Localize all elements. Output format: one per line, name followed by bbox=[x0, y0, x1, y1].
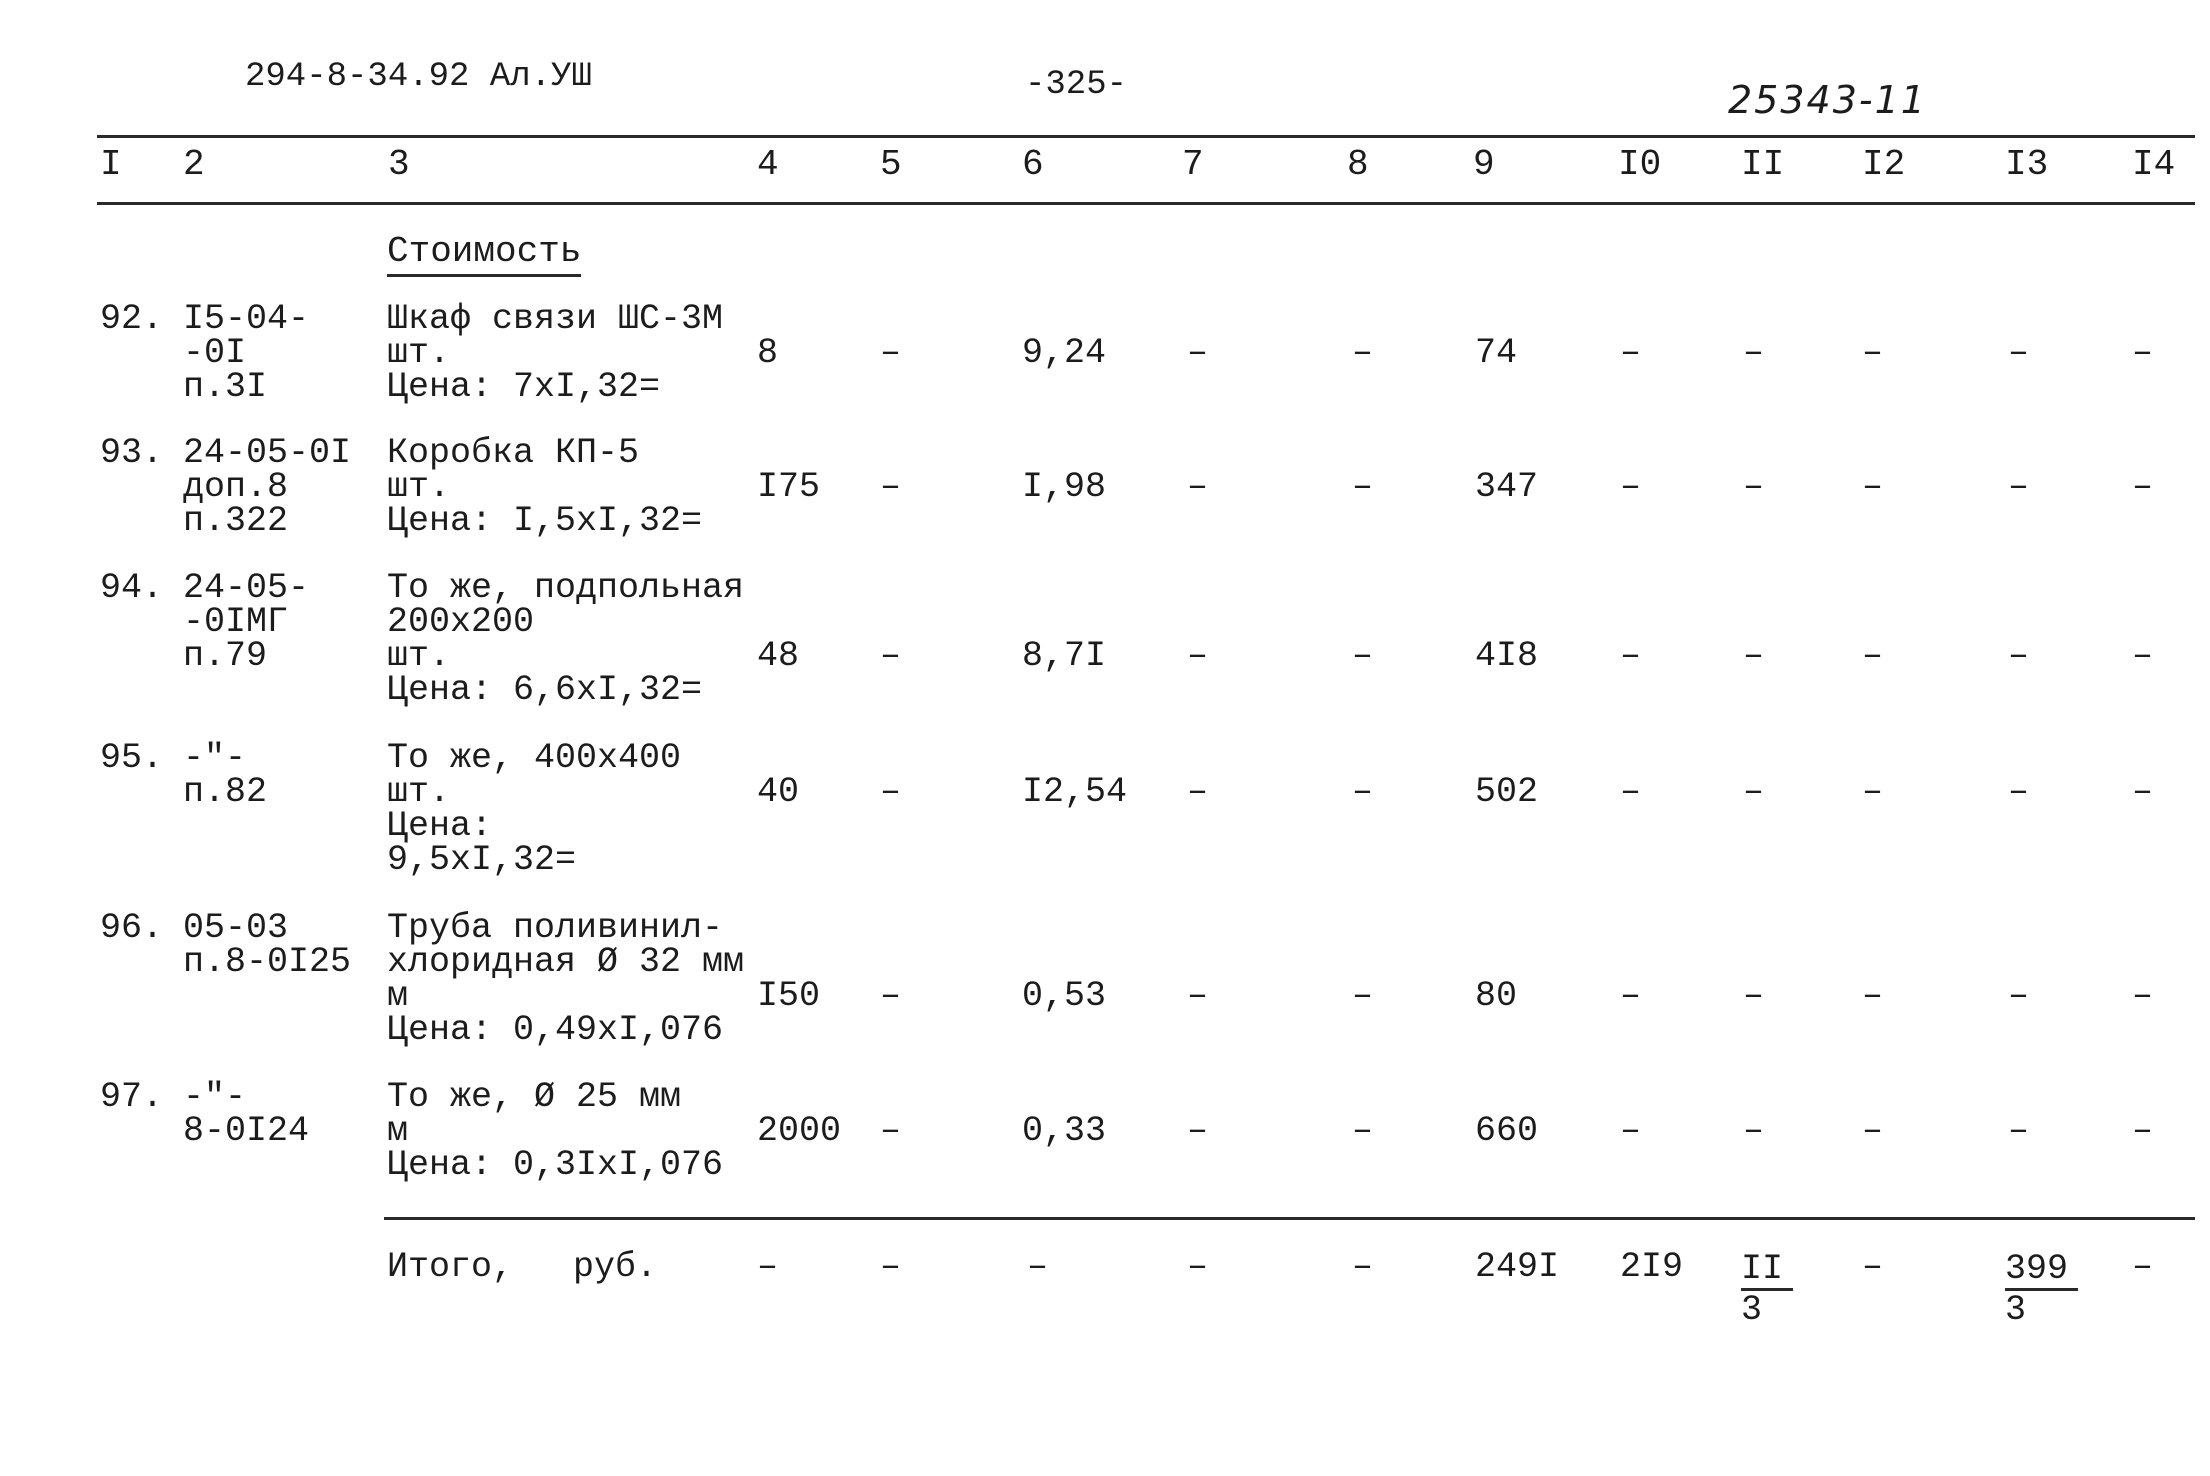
cell-col8: – bbox=[1352, 772, 1374, 812]
description-line: 200х200 bbox=[387, 602, 535, 642]
code-line: -"- bbox=[183, 1077, 247, 1117]
fraction-numerator: II bbox=[1741, 1250, 1793, 1291]
total-col5: – bbox=[880, 1247, 902, 1287]
row-description bbox=[387, 1077, 724, 1185]
row-number: 97. bbox=[100, 1077, 164, 1117]
total-col8: – bbox=[1352, 1247, 1374, 1287]
cell-col10: – bbox=[1620, 772, 1642, 812]
cell-col8: – bbox=[1352, 333, 1374, 373]
total-col9: 249I bbox=[1475, 1247, 1560, 1287]
section-title: Стоимость bbox=[387, 232, 581, 277]
cell-col6: 0,33 bbox=[1022, 1111, 1107, 1151]
description-line: Цена: 7хI,32= bbox=[387, 367, 661, 407]
cell-col7: – bbox=[1187, 333, 1209, 373]
cell-col9: 4I8 bbox=[1475, 636, 1539, 676]
cell-col7: – bbox=[1187, 636, 1209, 676]
total-col7: – bbox=[1187, 1247, 1209, 1287]
description-line: Цена: 6,6хI,32= bbox=[387, 670, 703, 710]
cell-col13: – bbox=[2008, 976, 2030, 1016]
description-line: 9,5хI,32= bbox=[387, 840, 577, 880]
cell-col13: – bbox=[2008, 636, 2030, 676]
description-line: То же, подпольная bbox=[387, 568, 745, 608]
description-line: То же, Ø 25 мм bbox=[387, 1077, 682, 1117]
description-line: шт. bbox=[387, 333, 451, 373]
description-line: Коробка КП-5 bbox=[387, 433, 640, 473]
code-line: 8-0I24 bbox=[183, 1111, 310, 1151]
description-line: м bbox=[387, 1111, 409, 1151]
cell-col6: I,98 bbox=[1022, 467, 1107, 507]
total-col11 bbox=[1741, 1250, 1793, 1329]
cell-col11: – bbox=[1743, 976, 1765, 1016]
row-description bbox=[387, 908, 745, 1050]
column-number-12: I2 bbox=[1862, 144, 1906, 185]
cell-col12: – bbox=[1862, 976, 1884, 1016]
cell-col12: – bbox=[1862, 333, 1884, 373]
cell-col9: 660 bbox=[1475, 1111, 1539, 1151]
cell-col12: – bbox=[1862, 772, 1884, 812]
row-number: 96. bbox=[100, 908, 164, 948]
table-top-rule bbox=[97, 135, 2195, 138]
row-number: 93. bbox=[100, 433, 164, 473]
row-number: 92. bbox=[100, 299, 164, 339]
description-line: Цена: 0,3IхI,076 bbox=[387, 1145, 724, 1185]
column-number-5: 5 bbox=[880, 144, 902, 185]
cell-col4: 48 bbox=[757, 636, 800, 676]
column-number-1: I bbox=[100, 144, 122, 185]
total-col14: – bbox=[2132, 1247, 2154, 1287]
description-line: шт. bbox=[387, 636, 451, 676]
cell-col11: – bbox=[1743, 1111, 1765, 1151]
description-line: м bbox=[387, 976, 409, 1016]
cell-col5: – bbox=[880, 636, 902, 676]
cell-col5: – bbox=[880, 976, 902, 1016]
cell-col11: – bbox=[1743, 333, 1765, 373]
cell-col6: I2,54 bbox=[1022, 772, 1128, 812]
cell-col4: I50 bbox=[757, 976, 821, 1016]
cell-col12: – bbox=[1862, 1111, 1884, 1151]
code-line: п.8-0I25 bbox=[183, 942, 352, 982]
cell-col10: – bbox=[1620, 636, 1642, 676]
cell-col14: – bbox=[2132, 772, 2154, 812]
cell-col10: – bbox=[1620, 976, 1642, 1016]
cell-col4: 40 bbox=[757, 772, 800, 812]
total-col6: – bbox=[1027, 1247, 1049, 1287]
total-col12: – bbox=[1862, 1247, 1884, 1287]
total-col13-fraction bbox=[2005, 1250, 2078, 1329]
code-line: 05-03 bbox=[183, 908, 289, 948]
cell-col7: – bbox=[1187, 1111, 1209, 1151]
description-line: Труба поливинил- bbox=[387, 908, 724, 948]
code-line: -0IМГ bbox=[183, 602, 289, 642]
cell-col6: 0,53 bbox=[1022, 976, 1107, 1016]
cell-col9: 74 bbox=[1475, 333, 1518, 373]
row-code bbox=[183, 908, 352, 982]
description-line: Цена: I,5хI,32= bbox=[387, 501, 703, 541]
row-code bbox=[183, 1077, 310, 1151]
cell-col5: – bbox=[880, 1111, 902, 1151]
code-line: доп.8 bbox=[183, 467, 289, 507]
code-line: -"- bbox=[183, 738, 247, 778]
fraction-denominator: 3 bbox=[1741, 1290, 1763, 1330]
cell-col6: 9,24 bbox=[1022, 333, 1107, 373]
description-line: То же, 400х400 bbox=[387, 738, 682, 778]
cell-col10: – bbox=[1620, 1111, 1642, 1151]
row-number: 94. bbox=[100, 568, 164, 608]
row-description bbox=[387, 433, 703, 541]
cell-col6: 8,7I bbox=[1022, 636, 1107, 676]
cell-col11: – bbox=[1743, 636, 1765, 676]
code-line: -0I bbox=[183, 333, 247, 373]
cell-col7: – bbox=[1187, 976, 1209, 1016]
cell-col10: – bbox=[1620, 333, 1642, 373]
row-number: 95. bbox=[100, 738, 164, 778]
document-code: 294-8-34.92 Ал.УШ bbox=[245, 58, 592, 96]
total-label: Итого, bbox=[387, 1247, 514, 1287]
column-number-14: I4 bbox=[2132, 144, 2176, 185]
column-number-8: 8 bbox=[1347, 144, 1369, 185]
cell-col11: – bbox=[1743, 772, 1765, 812]
cell-col14: – bbox=[2132, 976, 2154, 1016]
code-line: п.322 bbox=[183, 501, 289, 541]
code-line: п.3I bbox=[183, 367, 268, 407]
column-number-10: I0 bbox=[1618, 144, 1662, 185]
total-unit: руб. bbox=[573, 1247, 658, 1287]
total-rule bbox=[384, 1217, 2195, 1220]
column-number-6: 6 bbox=[1022, 144, 1044, 185]
fraction-numerator: 399 bbox=[2005, 1250, 2078, 1291]
cell-col7: – bbox=[1187, 467, 1209, 507]
total-col13 bbox=[2005, 1250, 2078, 1329]
cell-col8: – bbox=[1352, 1111, 1374, 1151]
cell-col8: – bbox=[1352, 467, 1374, 507]
fraction-denominator: 3 bbox=[2005, 1290, 2027, 1330]
cell-col9: 80 bbox=[1475, 976, 1518, 1016]
cell-col8: – bbox=[1352, 636, 1374, 676]
cell-col14: – bbox=[2132, 333, 2154, 373]
page-number: -325- bbox=[1025, 66, 1128, 104]
total-col10: 2I9 bbox=[1620, 1247, 1684, 1287]
cell-col13: – bbox=[2008, 1111, 2030, 1151]
cell-col13: – bbox=[2008, 467, 2030, 507]
cell-col10: – bbox=[1620, 467, 1642, 507]
row-description bbox=[387, 738, 682, 880]
column-number-3: 3 bbox=[388, 144, 410, 185]
cell-col13: – bbox=[2008, 772, 2030, 812]
cell-col9: 347 bbox=[1475, 467, 1539, 507]
code-line: 24-05- bbox=[183, 568, 310, 608]
code-line: 24-05-0I bbox=[183, 433, 352, 473]
cell-col11: – bbox=[1743, 467, 1765, 507]
cell-col14: – bbox=[2132, 467, 2154, 507]
description-line: Шкаф связи ШС-3М bbox=[387, 299, 724, 339]
column-number-11: II bbox=[1741, 144, 1785, 185]
column-number-9: 9 bbox=[1473, 144, 1495, 185]
cell-col4: 2000 bbox=[757, 1111, 842, 1151]
cell-col14: – bbox=[2132, 1111, 2154, 1151]
description-line: Цена: bbox=[387, 806, 493, 846]
table-header-rule bbox=[97, 202, 2195, 205]
cell-col12: – bbox=[1862, 467, 1884, 507]
cell-col5: – bbox=[880, 467, 902, 507]
row-code bbox=[183, 299, 310, 407]
cell-col5: – bbox=[880, 772, 902, 812]
description-line: шт. bbox=[387, 772, 451, 812]
row-code bbox=[183, 568, 310, 676]
description-line: Цена: 0,49хI,076 bbox=[387, 1010, 724, 1050]
cell-col7: – bbox=[1187, 772, 1209, 812]
cell-col8: – bbox=[1352, 976, 1374, 1016]
description-line: хлоридная Ø 32 мм bbox=[387, 942, 745, 982]
code-line: п.79 bbox=[183, 636, 268, 676]
code-line: п.82 bbox=[183, 772, 268, 812]
row-description bbox=[387, 299, 724, 407]
column-number-7: 7 bbox=[1182, 144, 1204, 185]
cell-col12: – bbox=[1862, 636, 1884, 676]
row-code bbox=[183, 433, 352, 541]
total-col4: – bbox=[757, 1247, 779, 1287]
column-number-13: I3 bbox=[2005, 144, 2049, 185]
column-number-4: 4 bbox=[757, 144, 779, 185]
description-line: шт. bbox=[387, 467, 451, 507]
cell-col13: – bbox=[2008, 333, 2030, 373]
code-line: I5-04- bbox=[183, 299, 310, 339]
cell-col9: 502 bbox=[1475, 772, 1539, 812]
cell-col14: – bbox=[2132, 636, 2154, 676]
cell-col4: 8 bbox=[757, 333, 779, 373]
row-description bbox=[387, 568, 745, 710]
cell-col5: – bbox=[880, 333, 902, 373]
column-number-2: 2 bbox=[183, 144, 205, 185]
registration-number: 25343-11 bbox=[1728, 78, 1927, 122]
cell-col4: I75 bbox=[757, 467, 821, 507]
total-col11-fraction bbox=[1741, 1250, 1793, 1329]
row-code bbox=[183, 738, 268, 812]
